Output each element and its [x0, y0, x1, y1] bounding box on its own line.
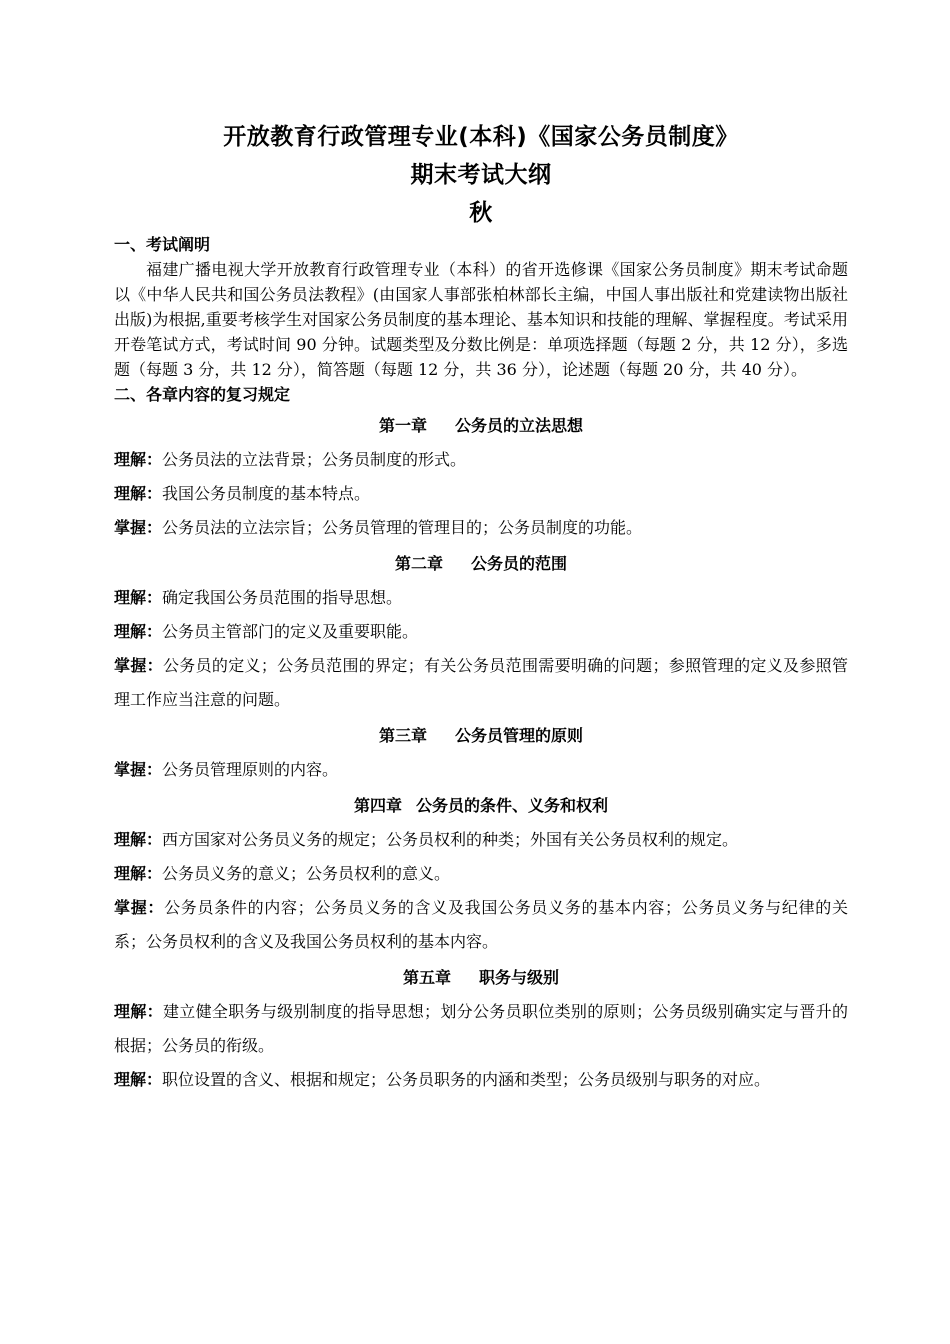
- requirement-label: 掌握：: [114, 656, 163, 675]
- requirement-label: 理解：: [114, 1002, 163, 1021]
- section-1-body: 福建广播电视大学开放教育行政管理专业（本科）的省开选修课《国家公务员制度》期末考试命题以《中华人民共和国公务员法教程》(由国家人事部张柏林部长主编，中国人事出版社和党建读物出版社出版)为根据,重要考核学生对国家公务员制度的基本理论、基本知识和技能的理解、掌握程度。考试采用开卷笔试方式，考试时间 90 分钟。试题类型及分数比例是：单项选择题（每题 2 分，共 12 分），多选题（每题 3 分，共 12 分），简答题（每题 12 分，共 36 分），论述题（每题 20 分，共 40 分）。: [114, 260, 848, 379]
- section-2-heading: 二、各章内容的复习规定: [114, 385, 291, 404]
- requirement-text: 公务员管理原则的内容。: [162, 760, 339, 779]
- document-title-line-2: 期末考试大纲: [410, 162, 552, 188]
- requirement-item: [114, 995, 848, 1063]
- section-1-heading: 一、考试阐明: [114, 235, 211, 254]
- requirement-label: 掌握：: [114, 898, 165, 917]
- requirement-label: 理解：: [114, 450, 163, 469]
- chapter-title: 公务员的范围: [471, 554, 568, 573]
- chapter-heading: [114, 549, 848, 579]
- requirement-item: [114, 857, 848, 891]
- requirement-item: [114, 649, 848, 717]
- requirement-item: [114, 443, 848, 477]
- requirement-text: 建立健全职务与级别制度的指导思想；划分公务员职位类别的原则；公务员级别确实定与晋升的根据；公务员的衔级。: [114, 1002, 848, 1055]
- chapter-number: 第二章: [394, 554, 443, 573]
- chapter-title: 公务员的条件、义务和权利: [416, 796, 609, 815]
- requirement-text: 西方国家对公务员义务的规定；公务员权利的种类；外国有关公务员权利的规定。: [162, 830, 739, 849]
- requirement-item: [114, 511, 848, 545]
- requirement-text: 公务员主管部门的定义及重要职能。: [162, 622, 419, 641]
- requirement-item: [114, 891, 848, 959]
- requirement-item: [114, 823, 848, 857]
- chapter-number: 第五章: [402, 968, 451, 987]
- requirement-text: 公务员的定义；公务员范围的界定；有关公务员范围需要明确的问题；参照管理的定义及参照管理工作应当注意的问题。: [114, 656, 848, 709]
- requirement-label: 理解：: [114, 622, 163, 641]
- requirement-label: 掌握：: [114, 760, 163, 779]
- requirement-text: 我国公务员制度的基本特点。: [162, 484, 371, 503]
- chapter-heading: [114, 963, 848, 993]
- requirement-text: 公务员法的立法背景；公务员制度的形式。: [162, 450, 467, 469]
- requirement-item: [114, 477, 848, 511]
- requirement-text: 公务员法的立法宗旨；公务员管理的管理目的；公务员制度的功能。: [162, 518, 643, 537]
- requirement-text: 职位设置的含义、根据和规定；公务员职务的内涵和类型；公务员级别与职务的对应。: [162, 1070, 771, 1089]
- document-page: [114, 118, 848, 1097]
- chapter-title: 公务员管理的原则: [455, 726, 584, 745]
- requirement-text: 公务员条件的内容；公务员义务的含义及我国公务员义务的基本内容；公务员义务与纪律的关系；公务员权利的含义及我国公务员权利的基本内容。: [114, 898, 848, 951]
- requirement-label: 理解：: [114, 864, 163, 883]
- document-title-line-3: 秋: [469, 200, 493, 226]
- requirement-label: 掌握：: [114, 518, 163, 537]
- chapter-number: 第三章: [378, 726, 427, 745]
- chapter-heading: [114, 721, 848, 751]
- requirement-item: [114, 581, 848, 615]
- chapter-title: 职务与级别: [479, 968, 560, 987]
- requirement-text: 公务员义务的意义；公务员权利的意义。: [162, 864, 451, 883]
- chapter-number: 第四章: [353, 796, 402, 815]
- requirement-text: 确定我国公务员范围的指导思想。: [162, 588, 403, 607]
- chapter-number: 第一章: [378, 416, 427, 435]
- requirement-item: [114, 1063, 848, 1097]
- chapter-heading: [114, 791, 848, 821]
- requirement-label: 理解：: [114, 830, 163, 849]
- chapter-heading: [114, 411, 848, 441]
- requirement-label: 理解：: [114, 484, 163, 503]
- requirement-label: 理解：: [114, 1070, 163, 1089]
- requirement-item: [114, 753, 848, 787]
- requirement-item: [114, 615, 848, 649]
- document-title-line-1: 开放教育行政管理专业(本科)《国家公务员制度》: [223, 124, 739, 150]
- requirement-label: 理解：: [114, 588, 163, 607]
- chapter-title: 公务员的立法思想: [455, 416, 584, 435]
